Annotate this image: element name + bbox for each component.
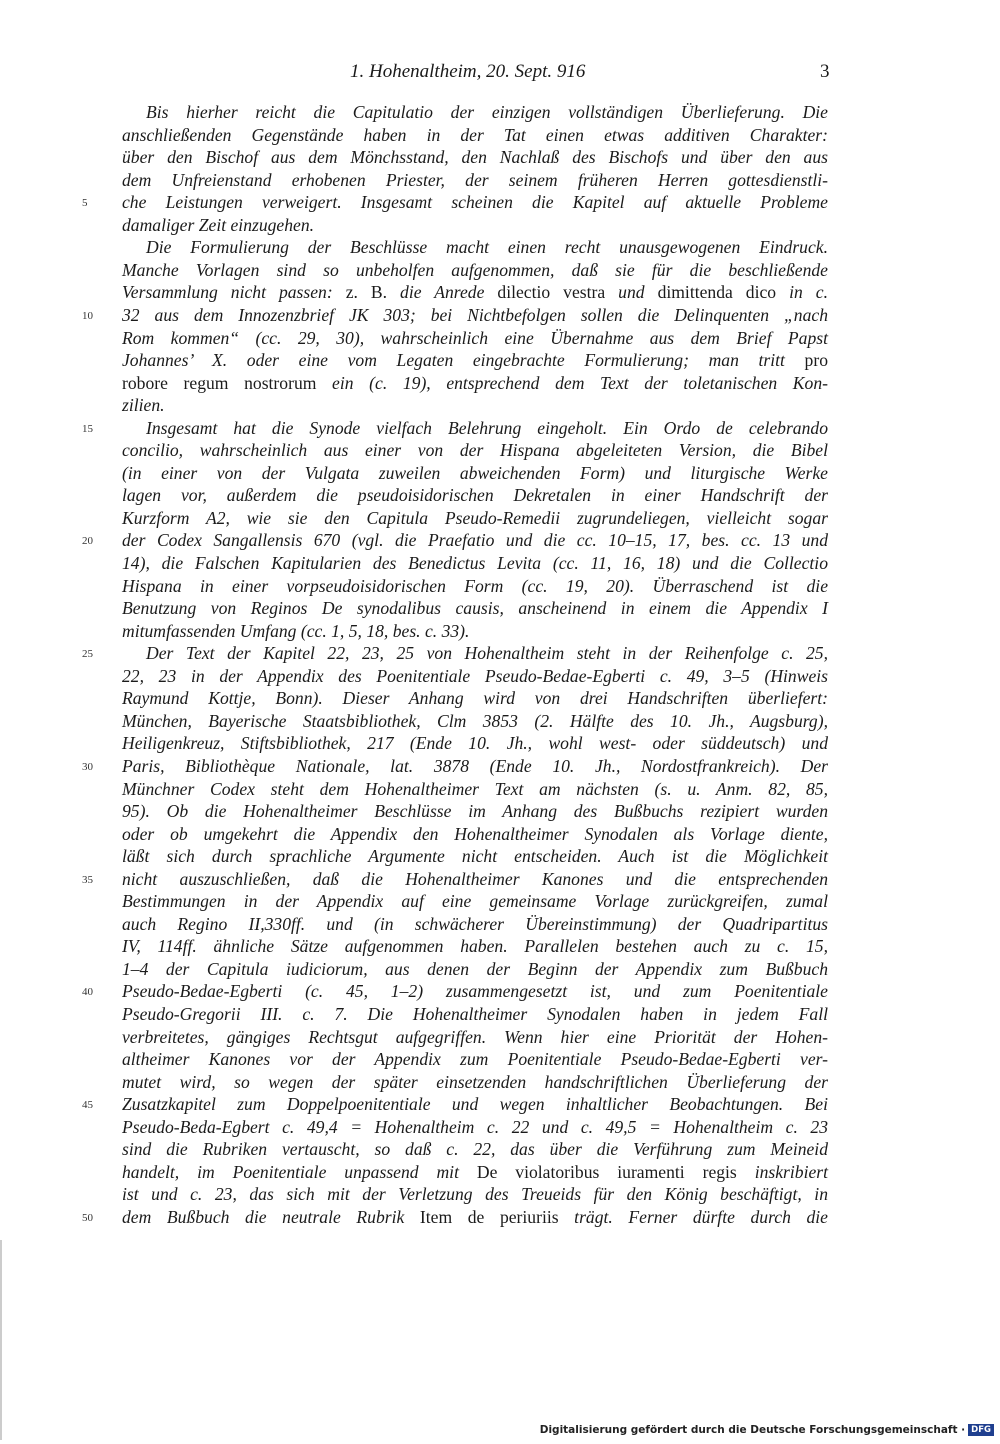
- latin-quote: De violatoribus iuramenti regis: [476, 1161, 737, 1182]
- text-run: Hispana in einer vorpseudoisidorischen Form (cc. 19, 20). Überraschend ist die: [122, 575, 828, 596]
- text-line: [122, 1092, 828, 1116]
- latin-quote: dilectio vestra: [497, 282, 606, 303]
- text-line: [146, 416, 828, 440]
- text-run: dem Unfreienstand erhobenen Priester, der seinem früheren Herren gottesdienstli-: [122, 169, 828, 190]
- text-run: 1–4 der Capitula iudiciorum, aus denen der Beginn der Appendix zum Bußbuch: [122, 958, 828, 979]
- text-run: ein (c. 19), entsprechend dem Text der toletanischen Kon-: [316, 372, 828, 393]
- text-run: anschließenden Gegenstände haben in der Tat einen etwas additiven Charakter:: [122, 124, 828, 145]
- text-run: Der Text der Kapitel 22, 23, 25 von Hohenaltheim steht in der Reihenfolge c. 25,: [146, 643, 828, 664]
- text-run: Benutzung von Reginos De synodalibus causis, anscheinend in einem die Appendix I: [122, 598, 828, 619]
- text-run: Bestimmungen in der Appendix auf eine gemeinsame Vorlage zurückgreifen, zumal: [122, 891, 828, 912]
- text-run: handelt, im Poenitentiale unpassend mit: [122, 1161, 477, 1182]
- text-line: [122, 912, 828, 936]
- line-number: 5: [82, 197, 88, 210]
- text-run: Pseudo-Bedae-Egberti (c. 45, 1–2) zusammengesetzt ist, und zum Poenitentiale: [122, 981, 828, 1002]
- text-line: [122, 348, 828, 372]
- text-line: [122, 1025, 828, 1049]
- text-run: Versammlung nicht passen:: [122, 282, 346, 303]
- text-run: Die Formulierung der Beschlüsse macht einen recht unausgewogenen Eindruck.: [146, 237, 828, 258]
- text-line: [122, 979, 828, 1003]
- text-line: [146, 100, 828, 124]
- text-line: [122, 934, 828, 958]
- text-line: [122, 506, 828, 530]
- text-run: Manche Vorlagen sind so unbeholfen aufgenommen, daß sie für die beschließende: [122, 259, 828, 280]
- text-line: [122, 777, 828, 801]
- text-line: [122, 799, 828, 823]
- text-run: 22, 23 in der Appendix des Poenitentiale Pseudo-Bedae-Egberti c. 49, 3–5 (Hinweis: [122, 665, 828, 686]
- latin-quote: pro: [804, 350, 828, 371]
- text-line: [122, 326, 828, 350]
- text-run: lagen vor, außerdem die pseudoisidorischen Dekretalen in einer Handschrift der: [122, 485, 828, 506]
- text-line: [122, 303, 828, 327]
- line-number: 50: [82, 1211, 93, 1224]
- text-line: [122, 123, 828, 147]
- text-run: Raymund Kottje, Bonn). Dieser Anhang wird von drei Handschriften überliefert:: [122, 688, 828, 709]
- line-number: 15: [82, 422, 93, 435]
- text-line: [122, 190, 828, 214]
- text-line: [122, 619, 828, 643]
- text-line: [122, 731, 828, 755]
- text-run: 14), die Falschen Kapitularien des Benedictus Levita (cc. 11, 16, 18) und die Collectio: [122, 553, 828, 573]
- text-line: [122, 1205, 828, 1229]
- text-line: [122, 1137, 828, 1161]
- text-run: inskribiert: [736, 1161, 829, 1182]
- funding-note-text: Digitalisierung gefördert durch die Deutsche Forschungsgemeinschaft ·: [539, 1424, 966, 1436]
- text-run: sind die Rubriken vertauscht, so daß c. 22, das über die Verführung zum Meineid: [122, 1139, 828, 1160]
- text-run: verbreitetes, gängiges Rechtsgut aufgegriffen. Wenn hier eine Priorität der Hohen-: [122, 1026, 828, 1047]
- text-line: [122, 844, 828, 868]
- line-number: 25: [82, 648, 93, 661]
- line-number: 20: [82, 535, 93, 548]
- text-line: [122, 1160, 828, 1184]
- text-run: altheimer Kanones vor der Appendix zum Poenitentiale Pseudo-Bedae-Egberti ver-: [122, 1049, 828, 1070]
- text-line: [122, 371, 828, 395]
- text-line: [122, 889, 828, 913]
- text-run: die Anrede: [387, 282, 498, 303]
- text-run: München, Bayerische Staatsbibliothek, Clm 3853 (2. Hälfte des 10. Jh., Augsburg),: [122, 710, 828, 731]
- text-run: trägt. Ferner dürfte durch die: [558, 1206, 828, 1227]
- text-line: [122, 1070, 828, 1094]
- text-run: der Codex Sangallensis 670 (vgl. die Praefatio und die cc. 10–15, 17, bes. cc. 13 und: [122, 530, 828, 551]
- text-run: Insgesamt hat die Synode vielfach Belehrung eingeholt. Ein Ordo de celebrando: [146, 417, 828, 438]
- text-run: in c.: [776, 282, 828, 303]
- text-run: Bis hierher reicht die Capitulatio der einzigen vollständigen Überlieferung. Die: [146, 102, 828, 122]
- text-line: [122, 1002, 828, 1026]
- text-line: [122, 393, 828, 417]
- funding-note: [540, 1424, 994, 1436]
- text-line: [122, 867, 828, 891]
- text-line: [122, 438, 828, 462]
- text-line: [122, 822, 828, 846]
- latin-quote: robore regum nostrorum: [122, 372, 317, 393]
- dfg-logo: DFG: [968, 1424, 994, 1436]
- latin-quote: dimittenda dico: [657, 282, 777, 303]
- text-line: [122, 596, 828, 620]
- running-title: 1. Hohenaltheim, 20. Sept. 916: [350, 61, 586, 82]
- text-line: [122, 709, 828, 733]
- text-run: Paris, Bibliothèque Nationale, lat. 3878 (Ende 10. Jh., Nordostfrankreich). Der: [122, 755, 828, 776]
- text-run: (in einer von der Vulgata zuweilen abweichenden Form) und liturgische Werke: [122, 462, 828, 483]
- text-run: che Leistungen verweigert. Insgesamt scheinen die Kapitel auf aktuelle Probleme: [122, 192, 828, 213]
- text-line: [122, 551, 828, 575]
- text-run: läßt sich durch sprachliche Argumente nicht entscheiden. Auch ist die Möglichkeit: [122, 846, 828, 867]
- text-line: [122, 258, 828, 282]
- text-line: [146, 641, 828, 665]
- text-run: 95). Ob die Hohenaltheimer Beschlüsse im Anhang des Bußbuchs rezipiert wurden: [122, 801, 828, 822]
- text-line: [122, 168, 828, 192]
- line-number: 45: [82, 1099, 93, 1112]
- text-run: Heiligenkreuz, Stiftsbibliothek, 217 (Ende 10. Jh., wohl west- oder süddeutsch) und: [122, 733, 828, 754]
- line-number: 40: [82, 986, 93, 999]
- text-run: ist und c. 23, das sich mit der Verletzung des Treueids für den König beschäftigt, in: [122, 1184, 828, 1205]
- latin-quote: Item de periuriis: [419, 1206, 559, 1227]
- running-header: [0, 61, 1000, 89]
- text-run: Pseudo-Gregorii III. c. 7. Die Hohenaltheimer Synodalen haben in jedem Fall: [122, 1004, 828, 1024]
- text-line: [122, 574, 828, 598]
- text-run: Rom kommen“ (cc. 29, 30), wahrscheinlich eine Übernahme aus dem Brief Papst: [122, 327, 828, 348]
- text-line: [122, 1115, 828, 1139]
- text-run: IV, 114ff. ähnliche Sätze aufgenommen haben. Parallelen bestehen auch zu c. 15,: [122, 936, 828, 957]
- text-run: und: [605, 282, 658, 303]
- page-number: 3: [820, 61, 830, 82]
- text-run: damaliger Zeit einzugehen.: [122, 214, 315, 235]
- line-number: 35: [82, 873, 93, 886]
- text-run: Münchner Codex steht dem Hohenaltheimer Text am nächsten (s. u. Anm. 82, 85,: [122, 778, 828, 799]
- text-line: [122, 754, 828, 778]
- text-line: [122, 461, 828, 485]
- line-number: 30: [82, 760, 93, 773]
- text-run: zilien.: [122, 395, 165, 416]
- text-line: [122, 213, 828, 237]
- text-run: mutet wird, so wegen der später einsetzenden handschriftlichen Überlieferung der: [122, 1071, 828, 1092]
- text-run: Pseudo-Beda-Egbert c. 49,4 = Hohenaltheim c. 22 und c. 49,5 = Hohenaltheim c. 23: [122, 1116, 828, 1137]
- text-line: [122, 957, 828, 981]
- text-line: [122, 1047, 828, 1071]
- text-run: mitumfassenden Umfang (cc. 1, 5, 18, bes. c. 33).: [122, 620, 470, 641]
- text-line: [122, 1182, 828, 1206]
- text-run: Zusatzkapitel zum Doppelpoenitentiale und wegen inhaltlicher Beobachtungen. Bei: [122, 1094, 828, 1115]
- text-line: [122, 280, 828, 304]
- latin-quote: z. B.: [345, 282, 388, 303]
- text-line: [146, 235, 828, 259]
- text-run: über den Bischof aus dem Mönchsstand, den Nachlaß des Bischofs und über den aus: [122, 147, 828, 168]
- line-number: 10: [82, 309, 93, 322]
- text-line: [122, 528, 828, 552]
- text-run: Kurzform A2, wie sie den Capitula Pseudo-Remedii zugrundeliegen, vielleicht sogar: [122, 507, 828, 528]
- text-line: [122, 686, 828, 710]
- text-run: oder ob umgekehrt die Appendix den Hohenaltheimer Synodalen als Vorlage diente,: [122, 823, 828, 844]
- text-run: Johannes’ X. oder eine vom Legaten eingebrachte Formulierung; man tritt: [122, 350, 805, 371]
- text-line: [122, 145, 828, 169]
- text-line: [122, 664, 828, 688]
- text-run: concilio, wahrscheinlich aus einer von der Hispana abgeleiteten Version, die Bibel: [122, 440, 828, 461]
- text-run: auch Regino II,330ff. und (in schwächerer Übereinstimmung) der Quadripartitus: [122, 913, 828, 934]
- text-run: 32 aus dem Innozenzbrief JK 303; bei Nichtbefolgen sollen die Delinquenten „nach: [122, 304, 828, 325]
- text-line: [122, 483, 828, 507]
- text-run: dem Bußbuch die neutrale Rubrik: [122, 1206, 420, 1227]
- text-run: nicht auszuschließen, daß die Hohenaltheimer Kanones und die entsprechenden: [122, 868, 828, 889]
- scan-edge: [0, 1240, 2, 1440]
